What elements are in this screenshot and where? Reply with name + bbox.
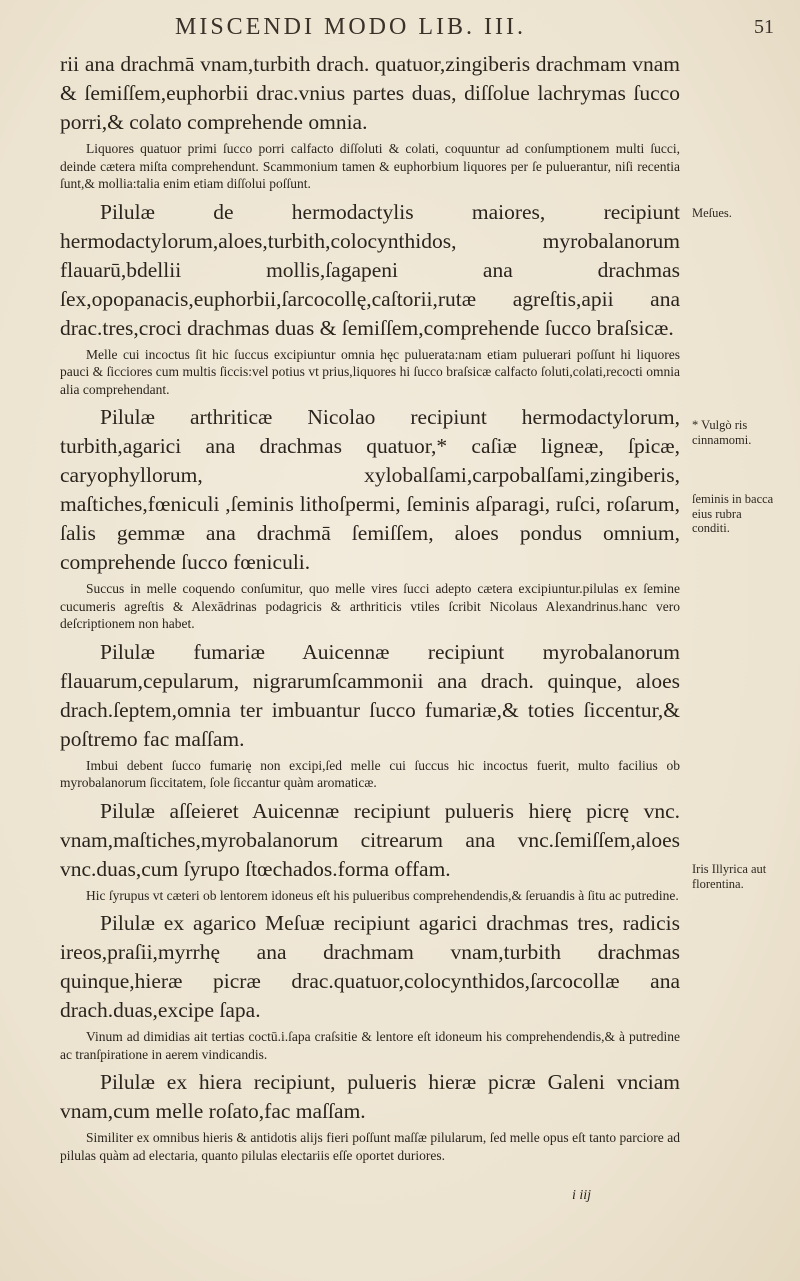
commentary-paragraph: Hic ſyrupus vt cæteri ob lentorem idoneus eſt his pulueribus comprehendendis,& ſeruandis à ſitu ac putredine. [86,887,679,903]
marginal-note: Meſues. [692,206,732,220]
commentary-paragraph: Vinum ad dimidias ait tertias coctū.i.ſapa craſsitie & lentore eſt idoneum his comprehendendis,& à putredine ac tranſpiratione in aerem vindicandis. [60,1029,680,1062]
catchword: i iij [572,1188,592,1203]
recipe-paragraph: Pilulæ ex agarico Meſuæ recipiunt agarici drachmas tres, radicis ireos,praſii,myrrhę ana drachmam vnam,turbith drachmas quinque,hieræ picræ drac.quatuor,colocynthidos,ſarcocollæ ana drach.duas,excipe ſapa. [60,911,680,1022]
page-number: 51 [754,16,774,38]
commentary-paragraph: Imbui debent ſucco fumarię non excipi,ſed melle cui ſuccus hic incoctus fuerit, multo facilius ob myrobalanorum ſiccitatem, ſole ſiccantur quàm aromaticæ. [60,757,680,790]
recipe-paragraph: rii ana drachmā vnam,turbith drach. quatuor,zingiberis drachmam vnam & ſemiſſem,euphorbii drac.vnius partes duas, diſſolue lachrymas ſucco porri,& colato comprehende omnia. [60,52,680,134]
page-header [0,14,800,46]
marginal-note: ſeminis in bacca eius rubra conditi. [692,492,774,535]
commentary-paragraph: Similiter ex omnibus hieris & antidotis alijs fieri poſſunt maſſæ pilularum, ſed melle opus eſt tanto parciore ad pilulas quàm ad electaria, quanto pilulas electariis eſſe oportet duriores. [60,1130,680,1163]
recipe-paragraph: Pilulæ arthriticæ Nicolao recipiunt hermodactylorum, turbith,agarici ana drachmas quatuor,* caſiæ ligneæ, ſpicæ, caryophyllorum, xylobalſami,carpobalſami,zingiberis, maſtiches,fœniculi ,ſeminis lithoſpermi, ſeminis aſparagi, ruſci, roſarum, ſalis gemmæ ana drachmā ſemiſſem, aloes pondus omnium, comprehende ſucco fœniculi. [60,405,680,574]
recipe-paragraph: Pilulæ aſſeieret Auicennæ recipiunt pulueris hierę picrę vnc. vnam,maſtiches,myrobalanorum citrearum ana vnc.ſemiſſem,aloes vnc.duas,cum ſyrupo ſtœchados.forma offam. [60,798,680,881]
commentary-paragraph: Succus in melle coquendo conſumitur, quo melle vires ſucci adepto cætera excipiuntur.pilulas ex ſemine cucumeris agreſtis & Alexādrinas podagricis & arthriticis vtiles ſcribit Nicolaus Alexandrinus.hanc vero deſcriptionem non habet. [60,581,680,631]
marginal-note: Iris Illyrica aut florentina. [692,862,767,891]
marginal-note: * Vulgò ris cinnamomi. [692,418,752,447]
commentary-paragraph: Melle cui incoctus ſit hic ſuccus excipiuntur omnia hęc puluerata:nam etiam puluerari poſſunt hi liquores pauci & ſicciores cum multis ſiccis:vel potius vt prius,liquores hi ſucco braſsicæ calfacto ſoluti,colati,recocti omnia alia comprehendant. [60,346,680,397]
recipe-paragraph: Pilulæ fumariæ Auicennæ recipiunt myrobalanorum flauarum,cepularum, nigrarumſcammonii ana drach. quinque, aloes drach.ſeptem,omnia ter imbuantur ſucco fumariæ,& toties ſiccentur,& poſtremo fac maſſam. [60,639,680,751]
recipe-paragraph: Pilulæ de hermodactylis maiores, recipiunt hermodactylorum,aloes,turbith,colocynthidos, myrobalanorum flauarū,bdellii mollis,ſagapeni ana drachmas ſex,opopanacis,euphorbii,ſarcocollę,caſtorii,rutæ agreſtis,apii ana drac.tres,croci drachmas duas & ſemiſſem,comprehende ſucco braſsicæ. [60,199,680,340]
running-head: MISCENDI MODO LIB. III. [175,14,526,40]
commentary-paragraph: Liquores quatuor primi ſucco porri calfacto diſſoluti & colati, coquuntur ad conſumptionem multi ſucci, deinde cætera miſta comprehendunt. Scammonium tamen & euphorbium liquores per ſe puluerantur, niſi recentia ſunt,& mollia:talia enim etiam diſſolui poſſunt. [60,141,680,191]
recipe-paragraph: Pilulæ ex hiera recipiunt, pulueris hieræ picræ Galeni vnciam vnam,cum melle roſato,fac maſſam. [60,1070,680,1123]
main-text-column [60,50,680,1169]
